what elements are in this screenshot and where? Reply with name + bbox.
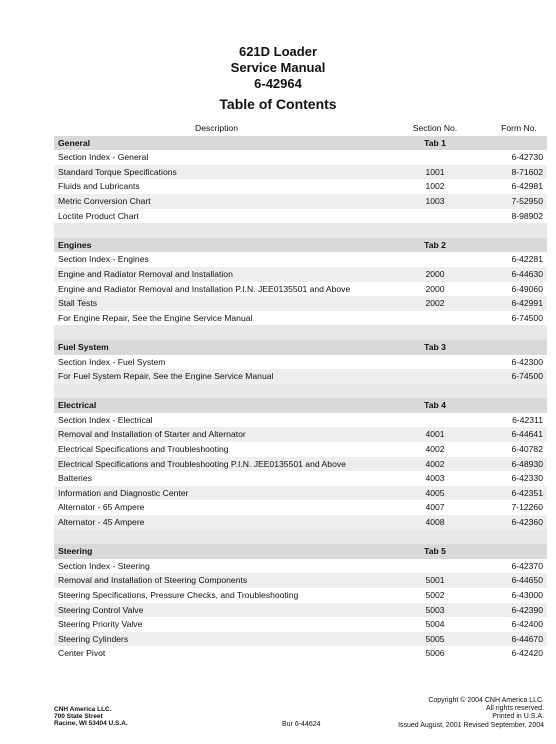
toc-row-form: 6-44670 <box>491 632 547 647</box>
toc-row <box>54 500 547 515</box>
toc-row-description: Section Index - General <box>58 152 149 163</box>
toc-row-description: Steering Specifications, Pressure Checks, and Troubleshooting <box>58 590 299 600</box>
group-name: Fuel System <box>54 340 379 355</box>
toc-row-section: 1003 <box>379 194 491 209</box>
toc-row-section: 4002 <box>425 444 445 455</box>
toc-row-form: 7-52950 <box>491 194 547 209</box>
toc-row-section: 5003 <box>379 603 491 618</box>
toc-row-section <box>379 150 491 165</box>
toc-row-section <box>379 413 491 428</box>
group-spacer-row <box>54 325 547 340</box>
toc-row-form: 8-98902 <box>511 210 543 221</box>
toc-row-section: 2002 <box>379 296 491 311</box>
toc-row <box>54 442 547 457</box>
toc-row <box>54 573 547 588</box>
toc-row-description: Steering Control Valve <box>54 603 379 618</box>
form-column-header: Form No. <box>501 123 537 133</box>
group-spacer-row <box>54 530 547 545</box>
toc-row-form: 6-74500 <box>491 369 547 384</box>
toc-heading: Table of Contents <box>219 96 337 112</box>
toc-row-form: 6-42300 <box>511 356 543 367</box>
toc-row-section: 5005 <box>379 632 491 647</box>
group-header-row <box>54 136 547 151</box>
toc-row-form: 6-42360 <box>491 515 547 530</box>
toc-row-description: Information and Diagnostic Center <box>54 486 379 501</box>
group-name: Steering <box>54 544 379 559</box>
toc-row-section: 5002 <box>425 590 445 600</box>
toc-row-description: Section Index - Fuel System <box>58 356 166 367</box>
title-block <box>0 44 556 92</box>
toc-row-form: 6-42991 <box>491 296 547 311</box>
toc-row-section <box>379 559 491 574</box>
group-form-empty <box>491 544 547 559</box>
toc-row-section: 2000 <box>379 267 491 282</box>
toc-row-description: Electrical Specifications and Troubleshooting P.I.N. JEE0135501 and Above <box>54 457 379 472</box>
toc-row-description: Stall Tests <box>54 296 379 311</box>
group-spacer-row <box>54 223 547 238</box>
toc-row-section: 1001 <box>379 165 491 180</box>
spacer-cell <box>54 530 379 545</box>
toc-row-section <box>379 355 491 370</box>
toc-row <box>54 515 547 530</box>
toc-row-description: Alternator - 65 Ampere <box>58 502 145 513</box>
toc-row-description: Engine and Radiator Removal and Installation <box>54 267 379 282</box>
toc-row-section <box>379 252 491 267</box>
group-header-row <box>54 340 547 355</box>
spacer-cell <box>54 384 379 399</box>
group-spacer-row <box>54 384 547 399</box>
group-tab: Tab 1 <box>379 136 491 151</box>
spacer-cell <box>491 325 547 340</box>
spacer-cell <box>379 530 491 545</box>
company-name: CNH America LLC. <box>54 706 112 713</box>
toc-row <box>54 311 547 326</box>
toc-row-section <box>379 209 491 224</box>
toc-row-form: 6-44630 <box>491 267 547 282</box>
toc-row-form: 6-49060 <box>511 283 543 294</box>
toc-row-form: 6-42370 <box>511 560 543 571</box>
spacer-cell <box>54 223 379 238</box>
toc-row <box>54 296 547 311</box>
toc-row-description: For Engine Repair, See the Engine Service Manual <box>58 312 253 323</box>
spacer-cell <box>491 223 547 238</box>
group-form-empty <box>491 136 547 151</box>
toc-row-section: 4005 <box>379 486 491 501</box>
toc-row-section: 1002 <box>425 181 445 192</box>
toc-row <box>54 413 547 428</box>
toc-row <box>54 457 547 472</box>
toc-row <box>54 486 547 501</box>
toc-row <box>54 355 547 370</box>
toc-row-form: 7-12260 <box>511 502 543 513</box>
toc-body <box>54 136 547 661</box>
toc-row-form: 6-42351 <box>491 486 547 501</box>
toc-row <box>54 209 547 224</box>
company-city: Racine, WI 53404 U.S.A. <box>54 720 128 728</box>
group-form-empty <box>491 238 547 253</box>
group-name: Engines <box>54 238 379 253</box>
toc-row <box>54 617 547 632</box>
printed-line: Printed in U.S.A. <box>492 713 544 721</box>
toc-row-section: 5006 <box>425 648 445 659</box>
toc-row-description: Electrical Specifications and Troubleshooting <box>58 444 229 455</box>
company-address <box>54 706 128 728</box>
rights-line: All rights reserved. <box>486 705 544 713</box>
toc-row-section: 4007 <box>425 502 445 513</box>
spacer-cell <box>379 325 491 340</box>
toc-row-form: 6-44641 <box>491 427 547 442</box>
toc-table <box>54 121 547 661</box>
toc-row-section <box>379 311 491 326</box>
bur-number: Bur 6-44624 <box>282 721 321 728</box>
toc-row <box>54 471 547 486</box>
toc-row-form: 8-71602 <box>491 165 547 180</box>
issued-line: Issued August, 2001 Revised September, 2004 <box>398 721 544 729</box>
toc-row-form: 6-43000 <box>511 590 543 600</box>
toc-row-form: 6-48930 <box>491 457 547 472</box>
toc-row-form: 6-42330 <box>511 473 543 484</box>
toc-row-section: 5004 <box>425 619 445 630</box>
group-form-empty <box>491 398 547 413</box>
toc-row-description: Fluids and Lubricants <box>58 181 140 192</box>
toc-row-description: Section Index - Electrical <box>58 414 153 425</box>
manual-title: Service Manual <box>230 60 326 75</box>
toc-row-form: 6-44650 <box>491 573 547 588</box>
toc-row <box>54 632 547 647</box>
toc-row-description: Removal and Installation of Starter and Alternator <box>54 427 379 442</box>
spacer-cell <box>379 223 491 238</box>
group-header-row <box>54 398 547 413</box>
toc-row-description: Batteries <box>58 473 92 484</box>
toc-header-row <box>54 121 547 136</box>
toc-row <box>54 369 547 384</box>
group-form-empty <box>491 340 547 355</box>
toc-row <box>54 559 547 574</box>
spacer-cell <box>491 530 547 545</box>
group-tab: Tab 2 <box>379 238 491 253</box>
toc-row-description: Section Index - Steering <box>58 560 150 571</box>
section-column-header: Section No. <box>412 123 458 133</box>
toc-row-section: 4003 <box>425 473 445 484</box>
toc-row <box>54 150 547 165</box>
toc-row-description: Standard Torque Specifications <box>54 165 379 180</box>
toc-row-form: 6-74500 <box>511 312 543 323</box>
toc-row <box>54 588 547 603</box>
toc-row-description: Removal and Installation of Steering Components <box>54 573 379 588</box>
toc-row-description: Alternator - 45 Ampere <box>54 515 379 530</box>
group-tab: Tab 3 <box>379 340 491 355</box>
toc-row <box>54 646 547 661</box>
toc-row-description: Center Pivot <box>58 648 106 659</box>
toc-row-form: 6-42311 <box>512 414 543 425</box>
toc-row-description: Section Index - Engines <box>58 254 149 265</box>
toc-row-description: Metric Conversion Chart <box>54 194 379 209</box>
group-name: General <box>54 136 379 151</box>
toc-row-description: For Fuel System Repair, See the Engine Service Manual <box>54 369 379 384</box>
manual-number: 6-42964 <box>254 76 302 91</box>
toc-row-form: 6-42981 <box>511 181 543 192</box>
toc-row-section: 4002 <box>379 457 491 472</box>
toc-row <box>54 267 547 282</box>
toc-row <box>54 165 547 180</box>
toc-row-section: 4001 <box>379 427 491 442</box>
description-column-header: Description <box>195 123 238 133</box>
group-tab: Tab 5 <box>379 544 491 559</box>
group-name: Electrical <box>54 398 379 413</box>
company-street: 700 State Street <box>54 713 103 721</box>
toc-row <box>54 179 547 194</box>
toc-row-form: 6-40782 <box>511 444 543 455</box>
group-header-row <box>54 238 547 253</box>
toc-row-description: Steering Priority Valve <box>58 619 143 630</box>
toc-row-description: Engine and Radiator Removal and Installation P.I.N. JEE0135501 and Above <box>58 283 351 294</box>
toc-row <box>54 282 547 297</box>
toc-row-form: 6-42281 <box>511 254 543 265</box>
toc-row-section <box>379 369 491 384</box>
toc-row-form: 6-42390 <box>491 603 547 618</box>
copyright-block <box>398 697 544 730</box>
group-tab: Tab 4 <box>379 398 491 413</box>
spacer-cell <box>491 384 547 399</box>
toc-row-form: 6-42400 <box>511 619 543 630</box>
group-header-row <box>54 544 547 559</box>
toc-row-description: Loctite Product Chart <box>58 210 139 221</box>
toc-row-description: Steering Cylinders <box>54 632 379 647</box>
toc-row-form: 6-42730 <box>511 152 543 163</box>
toc-row <box>54 603 547 618</box>
model-title: 621D Loader <box>238 44 318 59</box>
toc-row <box>54 194 547 209</box>
spacer-cell <box>379 384 491 399</box>
toc-row-section: 5001 <box>379 573 491 588</box>
toc-row-form: 6-42420 <box>511 648 543 659</box>
spacer-cell <box>54 325 379 340</box>
copyright-line: Copyright © 2004 CNH America LLC. <box>428 697 544 704</box>
toc-row-section: 4008 <box>379 515 491 530</box>
toc-row <box>54 427 547 442</box>
toc-row-section: 2000 <box>425 283 445 294</box>
toc-row <box>54 252 547 267</box>
